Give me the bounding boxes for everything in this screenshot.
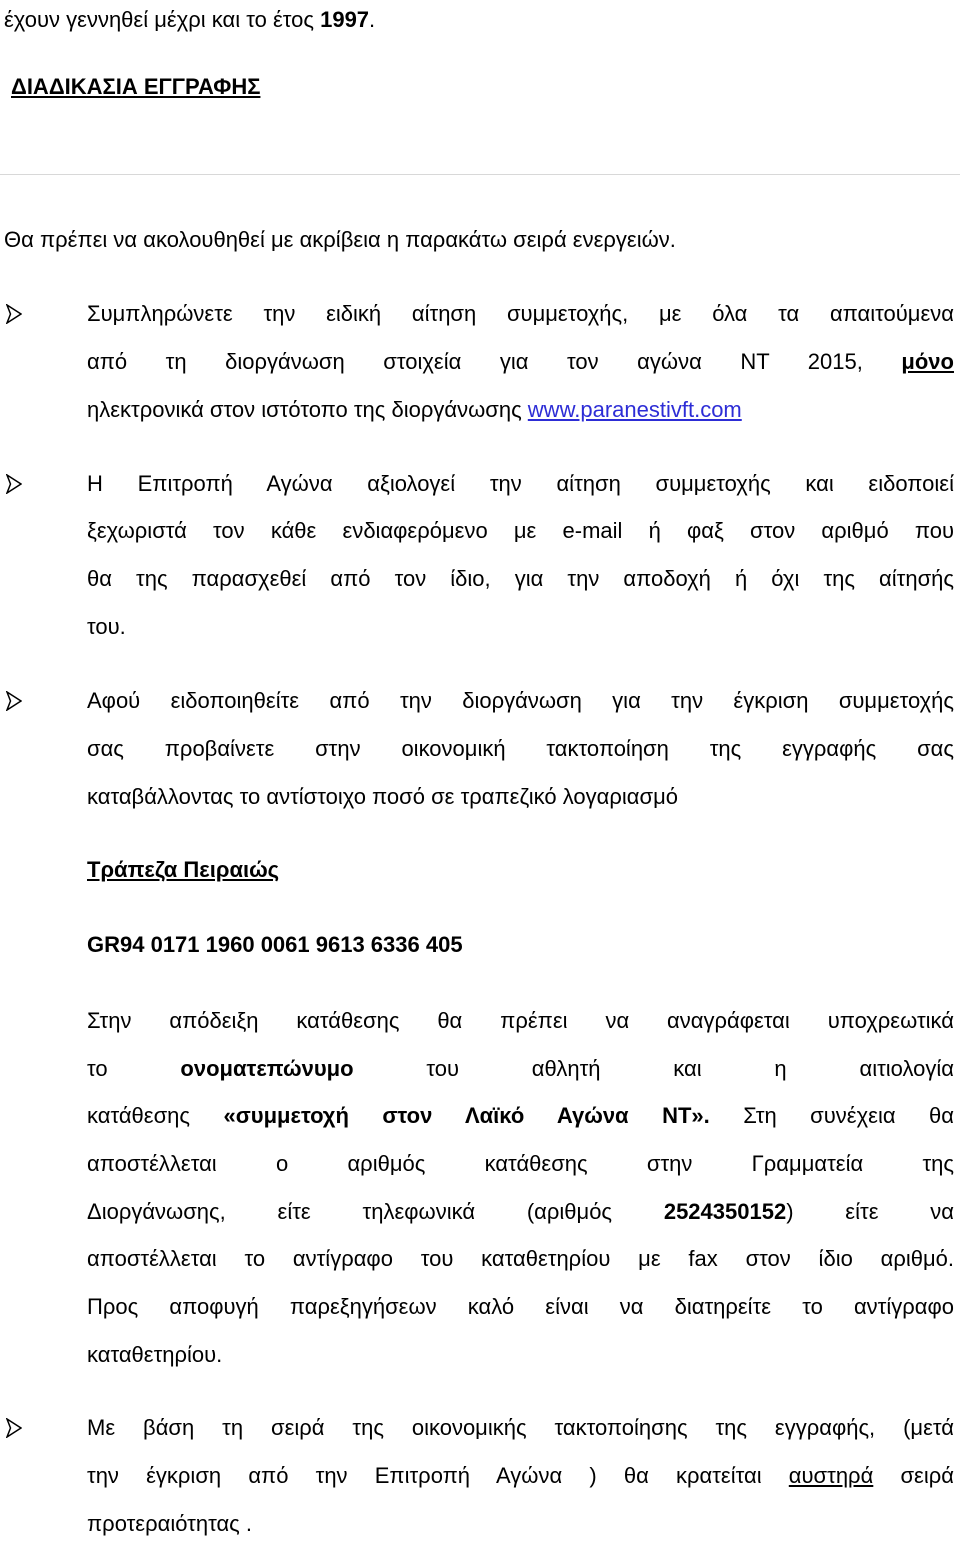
item2-line4: του. <box>87 614 126 639</box>
deposit-line8: καταθετηρίου. <box>87 1342 223 1367</box>
item3-line2: σας προβαίνετε στην οικονομική τακτοποίηση της εγγραφής σας <box>87 736 954 761</box>
item2-line3: θα της παρασχεθεί από τον ίδιο, για την αποδοχή ή όχι της αίτησής <box>87 566 954 591</box>
item1-line2-text: από τη διοργάνωση στοιχεία για τον αγώνα ΝΤ 2015, <box>87 349 863 374</box>
item4-line2-a: την έγκριση από την Επιτροπή Αγώνα ) θα κρατείται <box>87 1463 789 1488</box>
item3-line3: καταβάλλοντας το αντίστοιχο ποσό σε τραπεζικό λογαριασμό <box>87 784 678 809</box>
deposit-line6: αποστέλλεται το αντίγραφο του καταθετηρίου με fax στον ίδιο αριθμό. <box>87 1246 954 1271</box>
arrow-bullet-icon <box>6 1418 22 1438</box>
page-divider <box>0 174 960 175</box>
item2-line1: Η Επιτροπή Αγώνα αξιολογεί την αίτηση συμμετοχής και ειδοποιεί <box>87 471 954 496</box>
arrow-bullet-icon <box>6 304 22 324</box>
deposit-reason-emphasis: «συμμετοχή στον Λαϊκό Αγώνα ΝΤ». <box>223 1103 710 1128</box>
item4-line3: προτεραιότητας . <box>87 1511 253 1536</box>
deposit-line1: Στην απόδειξη κατάθεσης θα πρέπει να αναγράφεται υποχρεωτικά <box>87 1008 954 1033</box>
deposit-line4: αποστέλλεται ο αριθμός κατάθεσης στην Γραμματεία της <box>87 1151 954 1176</box>
item4-line2-c: σειρά <box>873 1463 954 1488</box>
deposit-line5 <box>87 1199 954 1225</box>
deposit-line7: Προς αποφυγή παρεξηγήσεων καλό είναι να διατηρείτε το αντίγραφο <box>87 1294 954 1319</box>
deposit-line3 <box>87 1103 954 1129</box>
phone-number: 2524350152 <box>663 1199 787 1224</box>
section-title: ΔΙΑΔΙΚΑΣΙΑ ΕΓΓΡΑΦΗΣ <box>11 74 261 99</box>
item4-line1: Με βάση τη σειρά της οικονομικής τακτοποίησης της εγγραφής, (μετά <box>87 1415 954 1440</box>
bank-iban: GR94 0171 1960 0061 9613 6336 405 <box>87 932 463 957</box>
deposit-line5-c: ) είτε να <box>786 1199 955 1224</box>
intro-text: έχουν γεννηθεί μέχρι και το έτος <box>4 7 321 32</box>
item1-line1: Συμπληρώνετε την ειδική αίτηση συμμετοχής, με όλα τα απαιτούμενα <box>87 301 954 326</box>
item1-only-emphasis: μόνο <box>901 349 954 374</box>
item3-line1: Αφού ειδοποιηθείτε από την διοργάνωση για την έγκριση συμμετοχής <box>87 688 954 713</box>
deposit-line3-c: Στη συνέχεια θα <box>709 1103 954 1128</box>
item4-line2 <box>87 1463 954 1489</box>
deposit-line2-c: του αθλητή και η αιτιολογία <box>353 1056 954 1081</box>
instructions-text: Θα πρέπει να ακολουθηθεί με ακρίβεια η παρακάτω σειρά ενεργειών. <box>4 227 676 252</box>
arrow-bullet-icon <box>6 691 22 711</box>
strict-emphasis: αυστηρά <box>788 1463 874 1488</box>
arrow-bullet-icon <box>6 474 22 494</box>
fullname-emphasis: ονοματεπώνυμο <box>180 1056 354 1081</box>
deposit-line2 <box>87 1056 954 1082</box>
item1-line2 <box>87 349 954 375</box>
item1-line3 <box>87 397 742 423</box>
item2-line2: ξεχωριστά τον κάθε ενδιαφερόμενο με e-mail ή φαξ στον αριθμό που <box>87 518 954 543</box>
deposit-line2-a: το <box>87 1056 181 1081</box>
website-link[interactable]: www.paranestivft.com <box>527 397 742 422</box>
deposit-line3-a: κατάθεσης <box>87 1103 224 1128</box>
bank-name: Τράπεζα Πειραιώς <box>87 857 280 882</box>
intro-year: 1997 <box>320 7 370 32</box>
deposit-line5-a: Διοργάνωσης, είτε τηλεφωνικά (αριθμός <box>87 1199 664 1224</box>
intro-line <box>4 7 375 33</box>
item1-line3-text: ηλεκτρονικά στον ιστότοπο της διοργάνωσης <box>87 397 528 422</box>
intro-period: . <box>369 7 376 32</box>
